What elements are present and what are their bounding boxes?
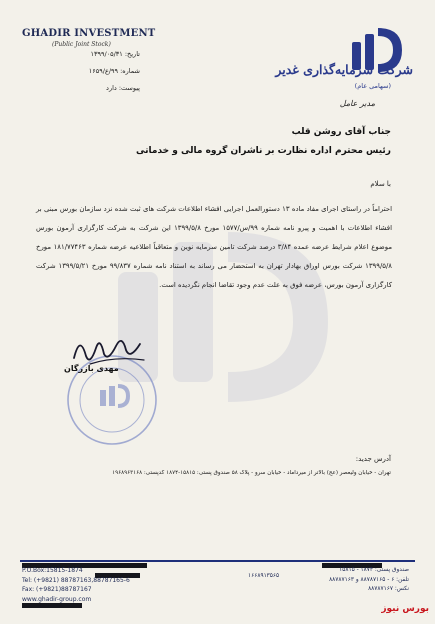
company-name-en: GHADIR INVESTMENT: [22, 28, 156, 39]
footer-web-en: www.ghadir-group.com: [22, 595, 92, 603]
footer-fax-fa: نکس: ۸۸۷۸۷۱۶۷: [368, 586, 409, 592]
footer-contact-en: [22, 566, 130, 604]
footer-mid-number: ۱۶۶۸۹۱۳۵۶۵: [248, 573, 280, 579]
footer-tel-fa: تلفن: ۶ - ۸۸۷۸۷۱۶۵ و ۸۸۷۸۷۱۶۳: [329, 576, 409, 583]
letter-attachment: پیوست: دارد: [106, 84, 140, 92]
new-address-label: آدرس جدید:: [355, 455, 391, 463]
footer-tel-en: Tel: (+9821) 88787163,88787165-6: [22, 576, 130, 584]
greeting: با سلام: [370, 180, 391, 188]
letter-date: تاریخ: ۱۳۹۹/۰۵/۳۱: [90, 50, 140, 58]
footer-fax-en: Fax: (+9821)88787167: [22, 586, 92, 593]
company-name-fa: شرکت سرمایه‌گذاری غدیر: [275, 62, 413, 77]
footer-contact-fa: [259, 566, 409, 595]
letter-body: احتراماً در راستای اجرای مفاد ماده ۱۳ دستورالعمل اجرایی افشاء اطلاعات شرکت های ثبت شده نزد سازمان بورس مبنی بر افشاء اطلاعات با اهمیت و پیرو نامه شماره ۹۹/س/۱۵۷۷ مورخ ۱۳۹۹/۵/۸ این شرکت به شرکت کارگزاری آرمون بورس موضوع اعلام شرایط عرضه عمده ۳/۸۴ درصد شرکت تامین سرمایه نوین و متعاقباً اطلاعیه عرضه شماره ۱۸۱/۷۷۴۶۳ مورخ ۱۳۹۹/۵/۸ شرکت بورس اوراق بهادار تهران به استحضار می رساند به استناد نامه شماره ۹۹/۸۳۷ مورخ ۱۳۹۹/۵/۲۱ شرکت کارگزاری آرمون بورس، عرضه فوق به علت عدم وجود تقاضا انجام نگردیده است.: [36, 205, 393, 289]
footer-pobox-en: P.O.Box:15815-1874: [22, 567, 83, 574]
signer-name: مهدی بازرگان: [64, 364, 119, 373]
director-title: مدیر عامل: [339, 99, 375, 108]
recipient-title: رئیس محترم اداره نظارت بر ناشران گروه مالی و خدماتی: [136, 146, 391, 156]
footer-rule: [20, 560, 415, 562]
company-type-fa: (سهامی عام): [354, 82, 391, 90]
recipient-name: جناب آقای روشن قلب: [291, 127, 391, 137]
company-type-en: (Public Joint Stock): [52, 41, 111, 48]
source-badge: بورس نیوز: [381, 604, 429, 614]
new-address: تهران - خیابان ولیعصر (عج) بالاتر از میرداماد - خیابان سرو - پلاک ۵۸ صندوق پستی: ۱۵۸۱۵-۱۸۷۴ کدپستی: ۱۹۶۸۹۶۳۱۶۸: [112, 470, 391, 476]
letter-number: شماره: ۹۹/ع/۱۶۵۹: [88, 67, 140, 75]
footer-pobox-fa: صندوق پستی: ۱۸۷۴ - ۱۵۸۱۵: [339, 567, 409, 573]
